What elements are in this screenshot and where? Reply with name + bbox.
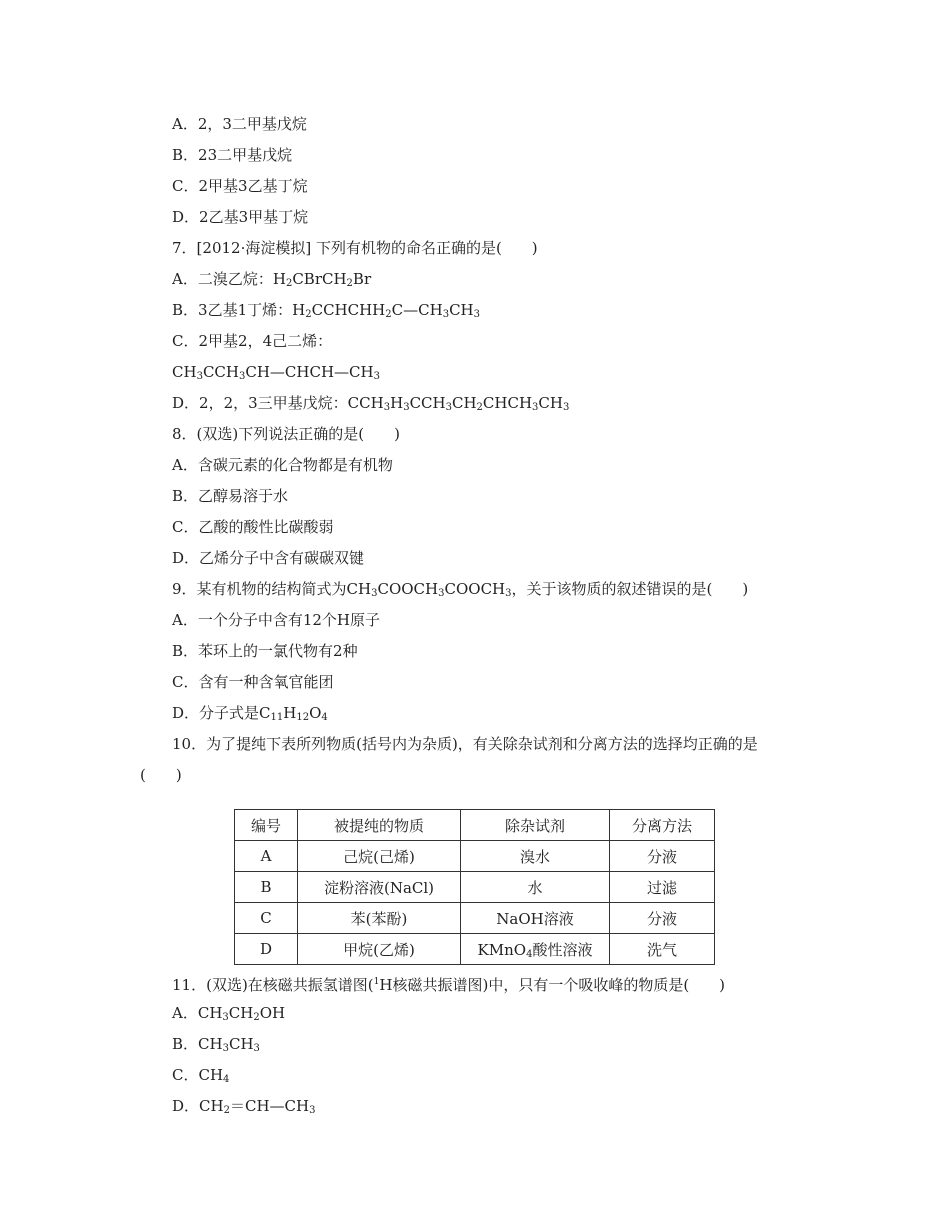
- cell-reagent: NaOH溶液: [461, 903, 610, 934]
- q10-stem: 10．为了提纯下表所列物质(括号内为杂质)，有关除杂试剂和分离方法的选择均正确的是: [172, 735, 758, 753]
- cell-substance: 甲烷(乙烯): [298, 934, 461, 965]
- q10-stem-continued: ( ): [140, 766, 182, 784]
- header-id: 编号: [235, 810, 298, 841]
- q7-stem: 7．[2012·海淀模拟] 下列有机物的命名正确的是( ): [172, 239, 538, 257]
- q7-option-c-formula: $CH_3CCH_3CH—CHCH—CH_3$: [172, 363, 380, 382]
- q7-option-b: B．3乙基1丁烯：$H_2CCHCHH_2C—CH_3CH_3$: [172, 301, 481, 320]
- q6-option-a: A．2，3二甲基戊烷: [172, 115, 307, 133]
- purification-table: [234, 809, 715, 965]
- table-row: [235, 934, 715, 965]
- q11-option-a: A．$CH_3CH_2OH$: [172, 1004, 286, 1023]
- q6-option-c: C．2甲基3乙基丁烷: [172, 177, 308, 195]
- cell-id: B: [235, 872, 298, 903]
- q11-option-b: B．$CH_3CH_3$: [172, 1035, 260, 1054]
- q6-option-b: B．23二甲基戊烷: [172, 146, 293, 164]
- q8-stem: 8．(双选)下列说法正确的是( ): [172, 425, 400, 443]
- cell-reagent: KMnO$_4$酸性溶液: [461, 934, 610, 965]
- q7-option-c: C．2甲基2，4己二烯：: [172, 332, 333, 350]
- cell-id: A: [235, 841, 298, 872]
- q8-option-b: B．乙醇易溶于水: [172, 487, 289, 505]
- cell-substance: 淀粉溶液(NaCl): [298, 872, 461, 903]
- cell-reagent: 溴水: [461, 841, 610, 872]
- header-method: 分离方法: [610, 810, 715, 841]
- q8-option-c: C．乙酸的酸性比碳酸弱: [172, 518, 334, 536]
- header-reagent: 除杂试剂: [461, 810, 610, 841]
- table-header-row: [235, 810, 715, 841]
- q6-option-d: D．2乙基3甲基丁烷: [172, 208, 309, 226]
- cell-id: C: [235, 903, 298, 934]
- table-row: [235, 841, 715, 872]
- q7-option-d: D．2，2，3三甲基戊烷：$CCH_3H_3CCH_3CH_2CHCH_3CH_3$: [172, 394, 570, 413]
- q11-option-c: C．$CH_4$: [172, 1066, 230, 1085]
- cell-substance: 己烷(己烯): [298, 841, 461, 872]
- cell-reagent: 水: [461, 872, 610, 903]
- cell-id: D: [235, 934, 298, 965]
- q8-option-a: A．含碳元素的化合物都是有机物: [172, 456, 393, 474]
- q9-option-a: A．一个分子中含有12个H原子: [172, 611, 381, 629]
- q9-option-c: C．含有一种含氧官能团: [172, 673, 334, 691]
- cell-method: 过滤: [610, 872, 715, 903]
- cell-substance: 苯(苯酚): [298, 903, 461, 934]
- q7-option-a: A．二溴乙烷：$H_2CBrCH_2Br$: [172, 270, 372, 289]
- q9-option-d: D．分子式是$C_{11}H_{12}O_4$: [172, 704, 328, 723]
- q11-option-d: D．$CH_2=CH—CH_3$: [172, 1097, 316, 1116]
- table-row: [235, 872, 715, 903]
- table-row: [235, 903, 715, 934]
- cell-method: 分液: [610, 841, 715, 872]
- q9-option-b: B．苯环上的一氯代物有2种: [172, 642, 358, 660]
- q8-option-d: D．乙烯分子中含有碳碳双键: [172, 549, 365, 567]
- cell-method: 分液: [610, 903, 715, 934]
- header-substance: 被提纯的物质: [298, 810, 461, 841]
- q9-stem: 9．某有机物的结构简式为$CH_3COOCH_3COOCH_3$，关于该物质的叙述错误的是( ): [172, 580, 749, 599]
- q11-stem: 11．(双选)在核磁共振氢谱图($^1$H核磁共振谱图)中，只有一个吸收峰的物质是( ): [172, 976, 726, 994]
- cell-method: 洗气: [610, 934, 715, 965]
